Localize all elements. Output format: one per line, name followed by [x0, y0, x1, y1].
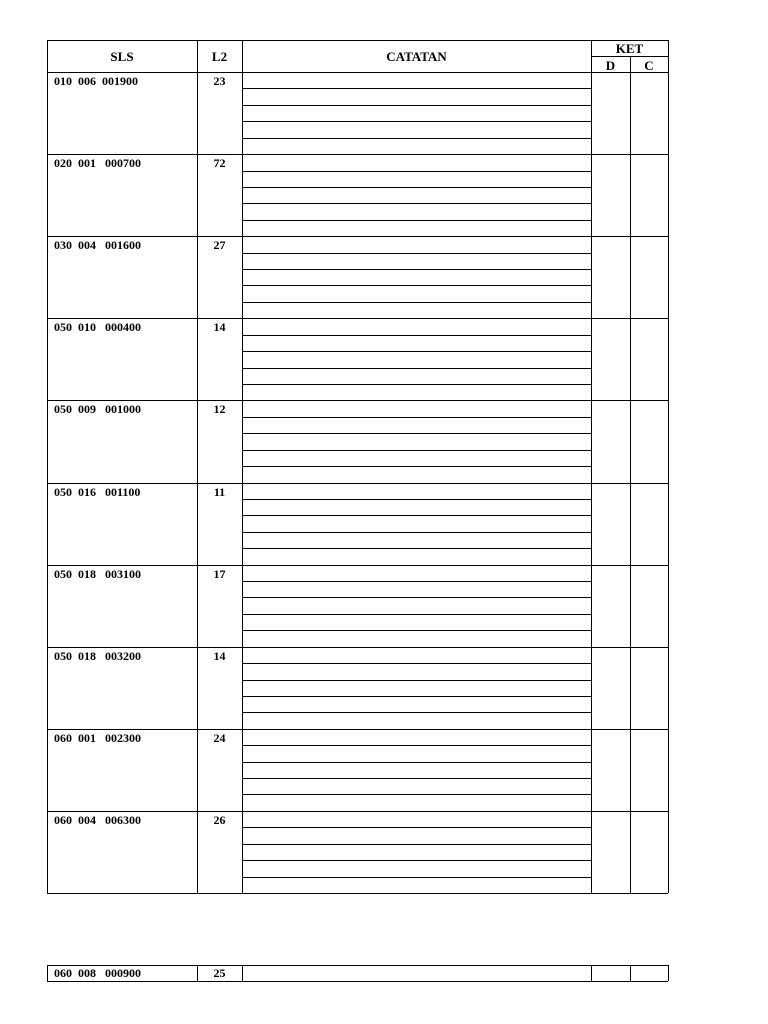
catatan-line [242, 860, 591, 861]
row-bottom-border [47, 236, 668, 237]
catatan-line [242, 762, 591, 763]
sls-code: 010 006 001900 [54, 74, 138, 88]
catatan-line [242, 877, 591, 878]
catatan-column-divider [591, 40, 592, 893]
sls-code: 050 018 003100 [54, 567, 141, 581]
footer-l2-value: 25 [213, 966, 226, 980]
catatan-line [242, 384, 591, 385]
sls-code: 050 016 001100 [54, 485, 141, 499]
catatan-line [242, 203, 591, 204]
catatan-line [242, 712, 591, 713]
footer-sls-code: 060 008 000900 [54, 966, 141, 980]
l2-value: 14 [213, 649, 226, 663]
l2-value: 26 [213, 813, 226, 827]
l2-value: 17 [213, 567, 226, 581]
row-bottom-border [47, 154, 668, 155]
row-bottom-border [47, 318, 668, 319]
catatan-line [242, 466, 591, 467]
catatan-line [242, 269, 591, 270]
catatan-line [242, 581, 591, 582]
catatan-line [242, 844, 591, 845]
catatan-line [242, 253, 591, 254]
sls-code: 050 009 001000 [54, 402, 141, 416]
footer-column-divider [630, 965, 631, 981]
catatan-line [242, 121, 591, 122]
catatan-line [242, 778, 591, 779]
header-catatan: CATATAN [386, 49, 447, 64]
catatan-line [242, 138, 591, 139]
row-bottom-border [47, 565, 668, 566]
catatan-line [242, 548, 591, 549]
catatan-line [242, 433, 591, 434]
sls-code: 050 018 003200 [54, 649, 141, 663]
footer-row-bottom [47, 981, 668, 982]
table-top-border [47, 40, 668, 41]
catatan-line [242, 532, 591, 533]
catatan-line [242, 499, 591, 500]
catatan-line [242, 680, 591, 681]
l2-value: 27 [213, 238, 226, 252]
header-bottom-border [47, 72, 668, 73]
table-left-border [47, 40, 48, 893]
catatan-line [242, 351, 591, 352]
l2-value: 12 [213, 402, 226, 416]
catatan-line [242, 597, 591, 598]
catatan-line [242, 368, 591, 369]
header-d: D [605, 58, 616, 73]
sls-code: 050 010 000400 [54, 320, 141, 334]
l2-value: 23 [213, 74, 226, 88]
catatan-line [242, 450, 591, 451]
row-bottom-border [47, 893, 668, 894]
sls-code: 060 004 006300 [54, 813, 141, 827]
row-bottom-border [47, 483, 668, 484]
footer-column-divider [591, 965, 592, 981]
l2-value: 14 [213, 320, 226, 334]
header-ket: KET [615, 41, 644, 56]
catatan-line [242, 663, 591, 664]
catatan-line [242, 745, 591, 746]
row-bottom-border [47, 729, 668, 730]
sls-code: 060 001 002300 [54, 731, 141, 745]
row-bottom-border [47, 647, 668, 648]
row-bottom-border [47, 400, 668, 401]
catatan-line [242, 220, 591, 221]
catatan-line [242, 335, 591, 336]
l2-value: 11 [213, 485, 226, 499]
footer-column-divider [242, 965, 243, 981]
catatan-line [242, 302, 591, 303]
catatan-line [242, 417, 591, 418]
catatan-line [242, 794, 591, 795]
catatan-line [242, 88, 591, 89]
header-sls: SLS [110, 49, 134, 64]
catatan-line [242, 187, 591, 188]
l2-value: 72 [213, 156, 226, 170]
d-column-divider [630, 56, 631, 893]
sls-code: 030 004 001600 [54, 238, 141, 252]
footer-column-divider [668, 965, 669, 981]
header-l2: L2 [211, 49, 228, 64]
catatan-line [242, 285, 591, 286]
catatan-line [242, 827, 591, 828]
catatan-line [242, 696, 591, 697]
table-right-border [668, 40, 669, 893]
header-c: C [644, 58, 654, 73]
l2-value: 24 [213, 731, 226, 745]
row-bottom-border [47, 811, 668, 812]
catatan-line [242, 105, 591, 106]
footer-column-divider [47, 965, 48, 981]
catatan-line [242, 171, 591, 172]
catatan-line [242, 515, 591, 516]
catatan-line [242, 614, 591, 615]
sls-code: 020 001 000700 [54, 156, 141, 170]
catatan-line [242, 630, 591, 631]
